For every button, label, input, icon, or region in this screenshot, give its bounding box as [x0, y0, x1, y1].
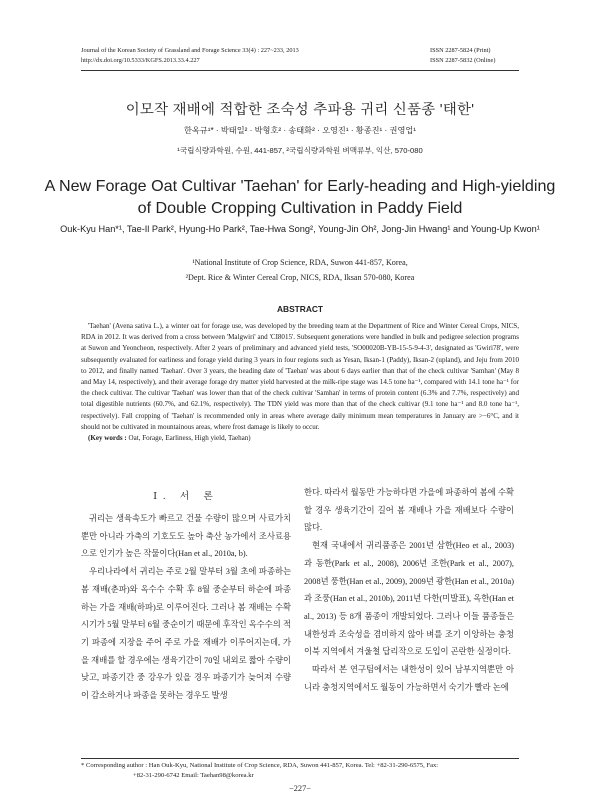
authors-english: Ouk-Kyu Han*¹, Tae-Il Park², Hyung-Ho Park², Tae-Hwa Song², Young-Jin Oh², Jong-Jin Hwang¹ and Young-Up Kwon¹: [60, 224, 540, 234]
journal-citation: Journal of the Korean Society of Grassland and Forage Science 33(4) : 227~233, 2013: [81, 47, 299, 54]
title-korean: 이모작 재배에 적합한 조숙성 추파용 귀리 신품종 '태한': [125, 102, 475, 118]
body-column-right: [304, 484, 514, 696]
title-english: A New Forage Oat Cultivar 'Taehan' for Early-heading and High-yielding of Double Cropping Cultivation in Paddy Field: [44, 177, 556, 217]
affiliations-english: [0, 255, 600, 285]
abstract-heading: ABSTRACT: [276, 304, 324, 314]
affiliation-1: ¹National Institute of Crop Science, RDA, Suwon 441-857, Korea,: [192, 258, 408, 267]
authors-korean: 한옥규¹* · 박태일² · 박형호² · 송태화² · 오영진¹ · 황종진¹ · 권영업¹: [183, 126, 417, 135]
section-heading-introduction: Ⅰ. 서 론: [153, 491, 219, 502]
intro-paragraph: 우리나라에서 귀리는 주로 2월 말부터 3월 초에 파종하는 봄 재배(춘파)와 옥수수 수확 후 8월 중순부터 하순에 파종하는 가을 재배(하파)로 이루어진다. 그러나 봄 재배는 수확시기가 5월 말부터 6월 중순이기 때문에 후작인 옥수수의 적기 파종에 지장을 주어 주로 가을 재배가 이루어지는데, 가을 재배를 할 경우에는 생육기간이 70일 내외로 짧아 수량이 낮고, 파종기간 중 강우가 있을 경우 파종기가 늦어져 수량이 감소하거나 파종을 못하는 경우도 발생: [81, 567, 291, 701]
issn-print: ISSN 2287-5824 (Print): [430, 47, 491, 54]
issn-online: ISSN 2287-5832 (Online): [430, 56, 496, 64]
journal-header-left: [81, 46, 299, 65]
page-number: −227−: [289, 784, 311, 793]
intro-paragraph: 귀리는 생육속도가 빠르고 건물 수량이 많으며 사료가치뿐만 아니라 가축의 기호도도 높아 축산 농가에서 조사료용으로 인기가 높은 작물이다(Han et al., 2010a, b).: [81, 514, 291, 559]
affiliation-2: ²Dept. Rice & Winter Cereal Crop, NICS, RDA, Iksan 570-080, Korea: [185, 273, 415, 282]
body-column-left: [81, 484, 291, 705]
keywords-line: [81, 433, 519, 444]
corresponding-author-footnote: [81, 761, 519, 782]
footnote-line-1: * Corresponding author : Han Ouk-Kyu, National Institute of Crop Science, RDA, Suwon 441-857, Korea. Tel: +82-31-290-6575, Fax:: [81, 762, 439, 769]
header-divider: [81, 70, 519, 71]
journal-header-right: [430, 46, 495, 65]
affiliation-korean: ¹국립식량과학원, 수원, 441-857, ²국립식량과학원 벼맥류부, 익산, 570-080: [177, 146, 423, 155]
keywords-list: Oat, Forage, Earliness, High yield, Taehan): [128, 434, 251, 443]
keywords-label: (Key words :: [88, 434, 127, 443]
footnote-divider: [81, 758, 519, 759]
doi-link[interactable]: http://dx.doi.org/10.5333/KGFS.2013.33.4.227: [81, 56, 200, 64]
abstract-block: [81, 321, 519, 444]
intro-paragraph: 한다. 따라서 월동만 가능하다면 가을에 파종하여 봄에 수확할 경우 생육기간이 길어 봄 재배나 가을 재배보다 수량이 많다.: [304, 488, 514, 533]
footnote-line-2: +82-31-290-6742 Email: Taehan98@korea.kr: [133, 772, 254, 780]
intro-paragraph: 현재 국내에서 귀리품종은 2001년 삼한(Heo et al., 2003)과 동한(Park et al., 2008), 2006년 조한(Park et al., 2007), 2008년 풍한(Han et al., 2009), 2009년 광한(Han et al., 2010a)과 조풍(Han et al., 2010b), 2011년 다한(미발표), 옥한(Han et al., 2013) 등 8개 품종이 개발되었다. 그러나 이들 품종들은 내한성과 조숙성을 겸비하지 않아 벼를 조기 이앙하는 충청 이북 지역에서 겨울철 답리작으로 도입이 곤란한 실정이다.: [304, 541, 514, 657]
abstract-text: 'Taehan' (Avena sativa L.), a winter oat for forage use, was developed by the breeding team at the Department of Rice and Winter Cereal Crops, NICS, RDA in 2012. It was derived from a cross between 'Malgwiri' and 'CI8015'. Subsequent generations were handled in bulk and pedigree selection programs at Suwon and Yeoncheon, respectively. After 2 years of preliminary and advanced yield tests, 'SO00020B-YB-15-5-9-4-3', designated as 'Gwiri78', were subsequently evaluated for earliness and forage yield during 3 years in four regions such as Yesan, Iksan-1 (Paddy), Iksan-2 (upland), and Jeju from 2010 to 2012, and finally named 'Taehan'. Over 3 years, the heading date of 'Taehan' was about 6 days earlier than that of the check cultivar 'Samhan' (May 8 and May 14, respectively), and their average forage dry matter yield harvested at the milk-ripe stage was 14.5 tone ha⁻¹, compared with 14.1 tone ha⁻¹ for the check cultivar. The cultivar 'Taehan' was lower than that of the check cultivar 'Samhan' in terms of protein content (6.3% and 7.7%, respectively) and total digestible nutrients (60.7%, and 62.1%, respectively). The TDN yield was more than that of the check cultivar (9.1 tone ha⁻¹ and 8.0 tone ha⁻¹, respectively). Fall cropping of 'Taehan' is recommended only in areas where average daily minimum mean temperatures in January are >−6°C, and it should not be cultivated in mountainous areas, where frost damage is likely to occur.: [81, 322, 519, 431]
intro-paragraph: 따라서 본 연구팀에서는 내한성이 있어 남부지역뿐만 아니라 충청지역에서도 월동이 가능하면서 숙기가 빨라 논에: [304, 665, 514, 692]
